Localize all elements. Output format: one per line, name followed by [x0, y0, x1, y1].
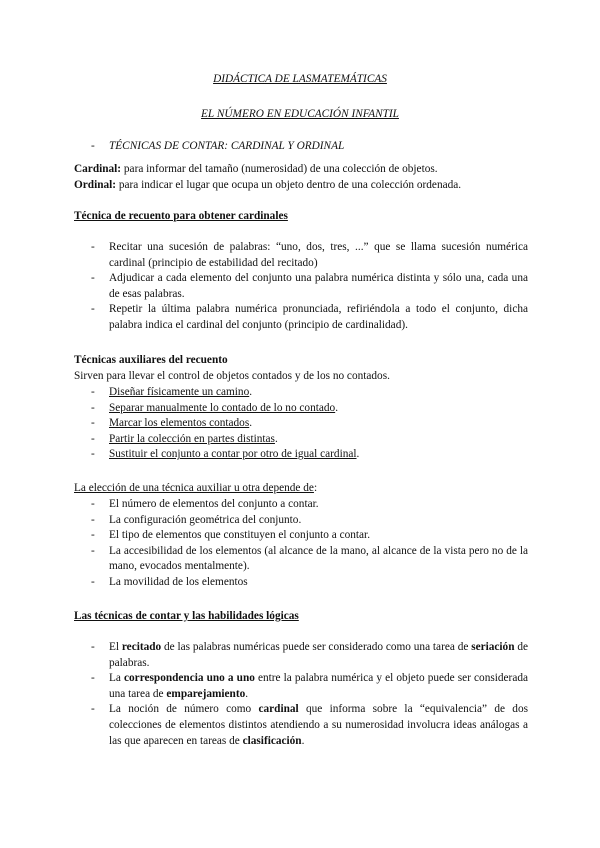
list-dash: - [91, 386, 95, 398]
list-item [74, 671, 528, 702]
list-item-text: . [301, 734, 305, 747]
list-item [74, 528, 528, 544]
list-dash: - [91, 672, 95, 685]
definition-ordinal [74, 178, 528, 194]
section-heading-recuento: Técnica de recuento para obtener cardinales [74, 210, 288, 222]
list-dash: - [91, 544, 95, 557]
list-item-text: Sustituir el conjunto a contar por otro de igual cardinal [109, 448, 357, 461]
topic-label: TÉCNICAS DE CONTAR: CARDINAL Y ORDINAL [109, 140, 345, 152]
bold-term: cardinal [258, 703, 299, 716]
list-punct: . [249, 386, 253, 398]
bold-term: clasificación [242, 734, 302, 747]
document-subtitle: EL NÚMERO EN EDUCACIÓN INFANTIL [201, 108, 399, 120]
list-item [74, 640, 528, 671]
habilidades-list [74, 640, 528, 749]
list-item [74, 401, 528, 417]
definition-term: Cardinal: [74, 163, 122, 175]
definition-cardinal [74, 162, 528, 178]
list-dash: - [91, 641, 95, 653]
list-item [74, 513, 528, 529]
list-item [74, 447, 528, 463]
document-title: DIDÁCTICA DE LASMATEMÁTICAS [213, 73, 387, 85]
list-item-text: La [109, 672, 125, 685]
bold-term: emparejamiento [166, 687, 246, 700]
list-item-text: . [245, 687, 249, 700]
auxiliares-intro: Sirven para llevar el control de objetos contados y de los no contados. [74, 370, 390, 382]
list-item [74, 416, 528, 432]
list-item-text: La accesibilidad de los elementos (al alcance de la mano, al alcance de la vista pero no de la mano, evocados mentalmente). [109, 544, 528, 573]
list-dash: - [91, 303, 95, 316]
list-dash: - [91, 241, 95, 253]
list-item [74, 575, 528, 591]
list-item [74, 271, 528, 302]
eleccion-intro-text: La elección de una técnica auxiliar u otra depende de [74, 482, 314, 494]
list-dash: - [91, 401, 95, 414]
list-item-text: Diseñar físicamente un camino [109, 386, 250, 398]
recuento-list [74, 240, 528, 334]
list-dash: - [91, 703, 95, 716]
list-item [74, 702, 528, 749]
list-punct: . [335, 401, 339, 414]
bold-term: recitado [121, 641, 162, 653]
list-dash: - [91, 417, 95, 430]
list-item-text: Repetir la última palabra numérica pronunciada, refiriéndola a todo el conjunto, dicha palabra indica el cardinal del conjunto (principio de cardinalidad). [109, 303, 528, 331]
list-item-text: Separar manualmente lo contado de lo no contado [109, 401, 336, 414]
definition-text: para indicar el lugar que ocupa un objeto dentro de una colección ordenada. [116, 178, 462, 191]
list-dash: - [91, 448, 95, 461]
list-dash: - [91, 529, 95, 542]
list-item [74, 432, 528, 448]
list-punct: . [356, 448, 360, 461]
list-punct: . [249, 417, 253, 430]
list-item-text: La configuración geométrica del conjunto. [109, 513, 302, 526]
list-item-text: de las palabras numéricas puede ser considerado como una tarea de [161, 641, 472, 653]
list-item-text: La noción de número como [109, 703, 259, 716]
list-dash: - [91, 498, 95, 510]
list-item-text: El tipo de elementos que constituyen el conjunto a contar. [109, 529, 371, 542]
list-dash: - [91, 513, 95, 526]
list-dash: - [91, 140, 95, 152]
list-item [74, 385, 528, 401]
definition-term: Ordinal: [74, 178, 117, 191]
section-heading-habilidades: Las técnicas de contar y las habilidades lógicas [74, 610, 299, 622]
bold-term: seriación [471, 641, 515, 653]
list-item-text: El número de elementos del conjunto a contar. [109, 498, 319, 510]
list-item-text: de palabras. [109, 641, 528, 669]
bold-term: correspondencia uno a uno [124, 672, 255, 685]
list-punct: . [274, 432, 278, 445]
definitions-block [74, 162, 528, 193]
list-item-text: El [109, 641, 122, 653]
list-item-text: La movilidad de los elementos [109, 575, 248, 588]
eleccion-intro [74, 481, 528, 497]
list-item-text: Recitar una sucesión de palabras: “uno, dos, tres, ...” que se llama sucesión numérica cardinal (principio de estabilidad del recitado) [109, 241, 528, 269]
list-item [74, 497, 528, 513]
topic-line [74, 139, 528, 155]
list-item [74, 240, 528, 271]
list-item-text: Partir la colección en partes distintas [109, 432, 275, 445]
list-dash: - [91, 432, 95, 445]
list-item-text: entre la palabra numérica y el objeto puede ser considerada una tarea de [109, 672, 528, 700]
list-dash: - [91, 575, 95, 588]
definition-text: para informar del tamaño (numerosidad) de una colección de objetos. [121, 163, 438, 175]
eleccion-list [74, 497, 528, 591]
section-heading-auxiliares: Técnicas auxiliares del recuento [74, 354, 228, 366]
list-item-text: que informa sobre la “equivalencia” de dos colecciones de elementos distintos atendiendo a su numerosidad involucra ideas análogas a las que aparecen en tareas de [109, 703, 528, 747]
eleccion-intro-colon: : [313, 482, 318, 494]
list-item-text: Adjudicar a cada elemento del conjunto una palabra numérica distinta y sólo una, cada una de esas palabras. [109, 272, 528, 300]
list-item-text: Marcar los elementos contados [109, 417, 250, 430]
auxiliares-list [74, 385, 528, 463]
list-dash: - [91, 272, 95, 285]
list-item [74, 302, 528, 333]
list-item [74, 544, 528, 575]
